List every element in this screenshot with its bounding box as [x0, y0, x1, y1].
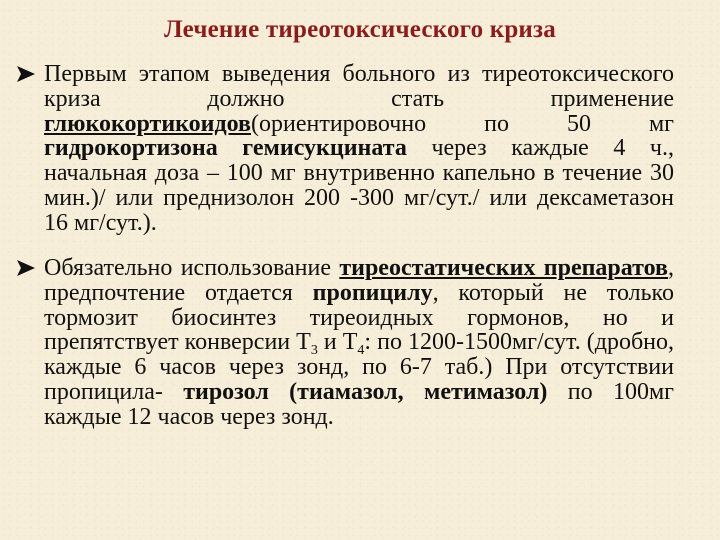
bullet1-term-hydrocortisone: гидрокортизона гемисукцината — [44, 135, 407, 162]
subscript-4: 4 — [357, 343, 365, 359]
bullet2-term-tyrosol: тирозол (тиамазол, метимазол) — [183, 378, 548, 405]
bullet2-text-3: , который не только тормозит биосинтез тиреоидных гормонов, но и препятствует конверсии Т — [44, 279, 675, 356]
bullet-paragraph-1 — [44, 62, 674, 236]
bullet2-text-4: и Т — [317, 329, 358, 356]
bullet1-text-1: Первым этапом выведения больного из тиреотоксического криза должно стать применение — [44, 61, 674, 112]
bullet2-text-5: : по 1200-1500мг/сут. (дробно, каждые 6 часов через зонд, по 6-7 таб.) При отсутствии пропицила- — [44, 329, 675, 405]
bullet2-term-propicil: пропицилу — [312, 279, 433, 306]
slide-title: Лечение тиреотоксического криза — [164, 16, 556, 43]
arrowhead-bullet-icon — [14, 62, 38, 86]
bullet2-text-2: , предпочтение отдается — [44, 255, 674, 306]
bullet1-text-3: через каждые 4 ч., начальная доза – 100 мг внутривенно капельно в течение 30 мин.)/ или преднизолон 200 -300 мг/сут./ или дексаметазон 16 мг/сут.). — [44, 135, 674, 236]
bullet-paragraph-2 — [44, 256, 674, 430]
bullet1-text-2: (ориентировочно по 50 мг — [251, 110, 674, 137]
bullet2-text-6: по 100мг каждые 12 часов через зонд. — [44, 378, 675, 430]
bullet1-term-glucocorticoids: глюкокортикоидов — [44, 110, 251, 137]
bullet2-term-thyrostatics: тиреостатических препаратов — [339, 255, 668, 281]
bullet2-text-1: Обязательно использование — [44, 255, 340, 281]
subscript-3: 3 — [310, 343, 318, 359]
arrowhead-bullet-icon — [14, 256, 38, 280]
